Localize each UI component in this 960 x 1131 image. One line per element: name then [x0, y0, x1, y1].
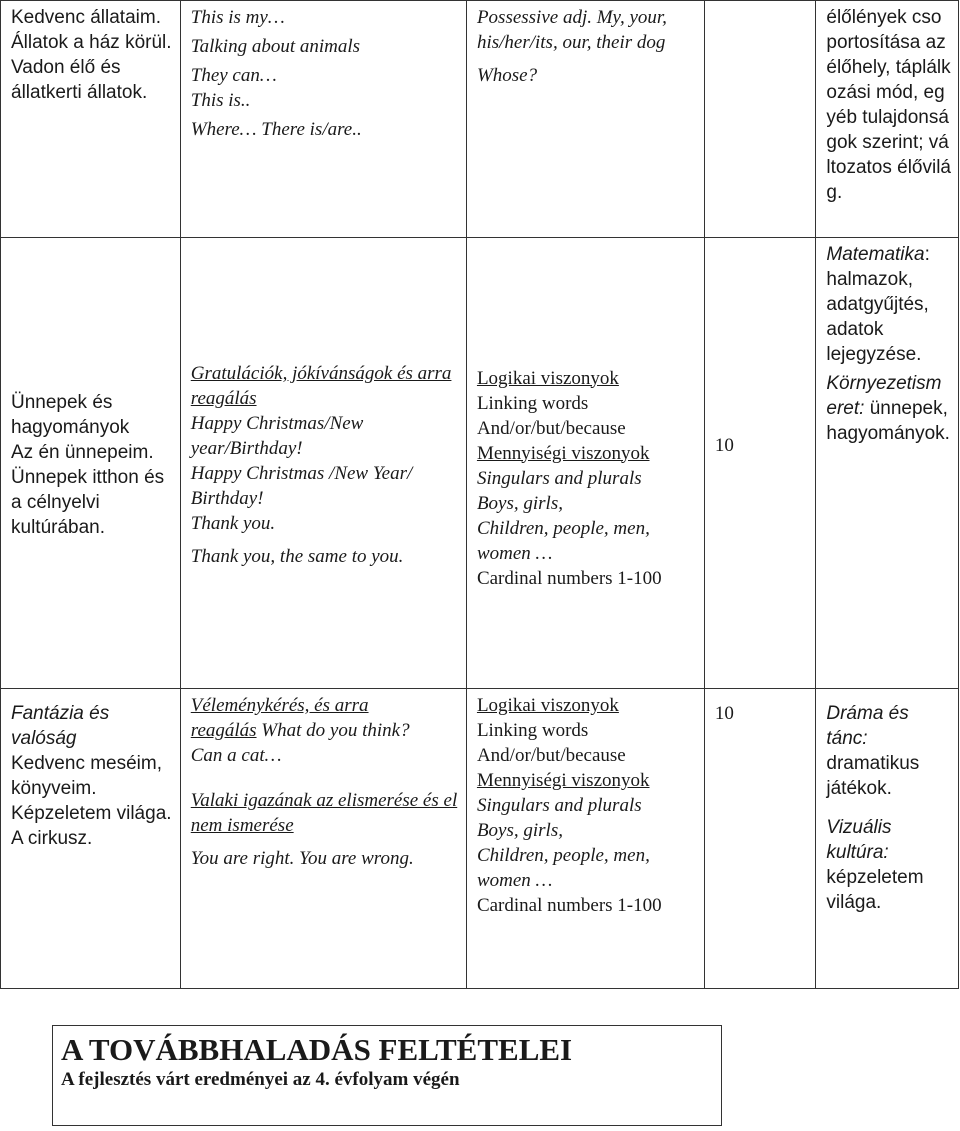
language-cell — [180, 689, 466, 989]
language-cell — [180, 238, 466, 689]
function-heading: reagálás — [190, 720, 257, 741]
phrase-line: Can a cat… — [190, 745, 282, 766]
grammar-line: Possessive adj. My, your, his/her/its, our, their dog — [476, 7, 667, 53]
grammar-line: Boys, girls, — [476, 820, 563, 841]
phrase-line: Thank you, the same to you. — [190, 546, 404, 567]
grammar-line: Linking words — [476, 720, 589, 741]
grammar-line: And/or/but/because — [476, 745, 626, 766]
function-heading: reagálás — [190, 388, 257, 409]
grammar-heading: Mennyiségi viszonyok — [476, 442, 650, 464]
grammar-line: Children, people, men, women … — [476, 845, 650, 891]
hours-cell — [704, 238, 815, 689]
table-row — [1, 689, 959, 989]
phrase-line: They can… — [190, 65, 277, 86]
link-text: dramatikus játékok. — [826, 753, 920, 799]
phrase-line: This is.. — [190, 90, 251, 111]
link-cell — [816, 238, 959, 689]
grammar-line: Whose? — [476, 65, 538, 86]
hours-cell — [704, 1, 815, 238]
subject-name: Dráma és tánc: — [826, 703, 909, 749]
topic-line: Ünnepek itthon és a célnyelvi kultúrában. — [11, 467, 165, 538]
phrase-line: Happy Christmas /New Year/ Birthday! — [190, 463, 413, 509]
grammar-line: Children, people, men, women … — [476, 517, 650, 564]
link-block — [826, 242, 952, 367]
link-text: : halmazok, adatgyűjtés, adatok lejegyzése. — [826, 244, 930, 365]
table-row — [1, 238, 959, 689]
topic-line: Az én ünnepeim. — [11, 442, 154, 463]
grammar-cell — [466, 1, 704, 238]
grammar-line: And/or/but/because — [476, 417, 626, 439]
requirements-subtitle: A fejlesztés várt eredményei az 4. évfolyam végén — [61, 1069, 460, 1090]
topic-line: Kedvenc meséim, könyveim. — [11, 753, 163, 799]
topic-line: Képzeletem világa. — [11, 803, 172, 824]
topic-cell — [1, 689, 181, 989]
topic-cell — [1, 238, 181, 689]
grammar-line: Singulars and plurals — [476, 795, 642, 816]
link-block — [826, 371, 952, 446]
link-text: élőlények csoportosítása az élőhely, táplálkozási mód, egyéb tulajdonságok szerint; változatos élővilág. — [826, 7, 951, 203]
grammar-heading: Mennyiségi viszonyok — [476, 770, 650, 791]
grammar-heading: Logikai viszonyok — [476, 367, 619, 389]
link-text: képzeletem világa. — [826, 867, 924, 913]
topic-line: Állatok a ház körül. — [11, 32, 172, 53]
topic-line: Ünnepek és hagyományok — [11, 392, 130, 438]
hours-cell — [704, 689, 815, 989]
topic-heading: Fantázia és valóság — [11, 703, 110, 749]
grammar-line: Cardinal numbers 1-100 — [476, 895, 662, 916]
topic-line: Vadon élő és állatkerti állatok. — [11, 57, 148, 103]
subject-name: Matematika — [826, 244, 925, 265]
function-heading: Valaki igazának az elismerése és el nem ismerése — [190, 790, 458, 836]
topic-cell — [1, 1, 181, 238]
link-cell — [816, 1, 959, 238]
grammar-line: Cardinal numbers 1-100 — [476, 567, 662, 589]
topic-line: Kedvenc állataim. — [11, 7, 161, 28]
phrase-line: Talking about animals — [190, 36, 361, 57]
phrase-line: This is my… — [190, 7, 285, 28]
phrase-line: You are right. You are wrong. — [190, 848, 414, 869]
link-text: ünnepek, hagyományok. — [826, 398, 950, 444]
phrase-line: Where… There is/are.. — [190, 119, 362, 140]
function-heading: Gratulációk, jókívánságok és arra — [190, 363, 452, 384]
subject-name: Környezetismeret: — [826, 373, 942, 419]
subject-name: Vizuális kultúra: — [826, 817, 892, 863]
phrase-line: Happy Christmas/New year/Birthday! — [190, 413, 364, 459]
grammar-cell — [466, 238, 704, 689]
phrase-line: Thank you. — [190, 513, 276, 534]
link-cell — [816, 689, 959, 989]
hours-value: 10 — [714, 434, 734, 456]
requirements-box — [52, 1025, 722, 1126]
topic-line: A cirkusz. — [11, 828, 93, 849]
language-cell — [180, 1, 466, 238]
grammar-heading: Logikai viszonyok — [476, 695, 619, 716]
function-heading: Véleménykérés, és arra — [190, 695, 369, 716]
hours-value: 10 — [714, 703, 734, 724]
requirements-title: A TOVÁBBHALADÁS FELTÉTELEI — [61, 1032, 573, 1067]
grammar-line: Boys, girls, — [476, 492, 563, 514]
grammar-cell — [466, 689, 704, 989]
grammar-line: Singulars and plurals — [476, 467, 642, 489]
grammar-line: Linking words — [476, 392, 589, 414]
phrase-line: What do you think? — [256, 720, 410, 741]
table-row — [1, 1, 959, 238]
